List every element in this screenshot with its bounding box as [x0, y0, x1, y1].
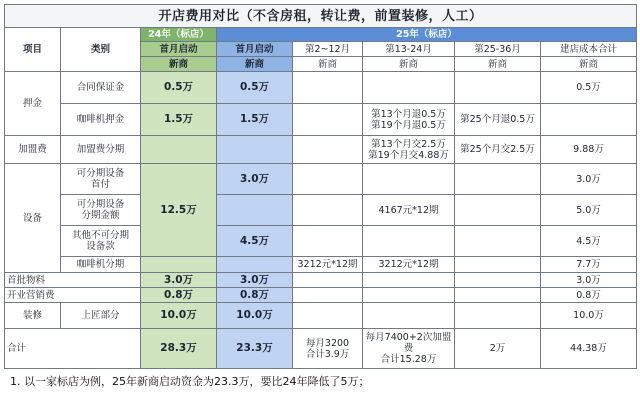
franchise-m13-24 — [363, 136, 455, 164]
header-new-25: 新商 — [217, 57, 293, 72]
header-new-24: 新商 — [141, 57, 217, 72]
first-batch-m25-36 — [455, 273, 541, 288]
item-opening-marketing: 开业营销费 — [5, 288, 141, 303]
header-row-1 — [5, 28, 637, 42]
row-equipment-installment — [5, 195, 637, 226]
deposit-coffee-y24: 1.5万 — [141, 104, 217, 136]
row-equipment-nonsplit — [5, 226, 637, 257]
sum-y25: 23.3万 — [217, 329, 293, 369]
row-equipment-coffee — [5, 257, 637, 273]
item-renovation: 装修 — [5, 303, 61, 329]
renovation-m2-12 — [293, 303, 363, 329]
renovation-m25-36 — [455, 303, 541, 329]
opening-m25-36 — [455, 288, 541, 303]
deposit-contract-m13-24 — [363, 72, 455, 104]
deposit-coffee-y25: 1.5万 — [217, 104, 293, 136]
equipment-y24: 12.5万 — [141, 164, 217, 257]
first-batch-y24: 3.0万 — [141, 273, 217, 288]
deposit-contract-total: 0.5万 — [541, 72, 637, 104]
equipment-nonsplit-m13-24 — [363, 226, 455, 257]
equipment-nonsplit-y25: 4.5万 — [217, 226, 293, 257]
coffee-installment-total: 7.7万 — [541, 257, 637, 273]
coffee-installment-y24 — [141, 257, 217, 273]
label-coffee-deposit: 咖啡机押金 — [61, 104, 141, 136]
label-equipment-installment-b: 分期金额 — [81, 210, 120, 221]
franchise-y24 — [141, 136, 217, 164]
sum-total: 44.38万 — [541, 329, 637, 369]
deposit-coffee-m25-36: 第25个月退0.5万 — [455, 104, 541, 136]
opening-total: 0.8万 — [541, 288, 637, 303]
equipment-nonsplit-m2-12 — [293, 226, 363, 257]
equipment-down-total: 3.0万 — [541, 164, 637, 195]
item-franchise: 加盟费 — [5, 136, 61, 164]
footnote: 1. 以一家标店为例，25年新商启动资金为23.3万，要比24年降低了5万； — [10, 375, 370, 388]
first-batch-y25: 3.0万 — [217, 273, 293, 288]
sum-m2-12-monthly: 每月3200 — [305, 337, 350, 349]
sum-m2-12-total: 合计3.9万 — [305, 348, 350, 360]
row-equipment-down — [5, 164, 637, 195]
franchise-total: 9.88万 — [541, 136, 637, 164]
row-sum — [5, 329, 637, 369]
header-item: 项目 — [5, 28, 61, 72]
label-equipment-nonsplit — [61, 226, 141, 257]
equipment-down-y25: 3.0万 — [217, 164, 293, 195]
equipment-down-m13-24 — [363, 164, 455, 195]
header-m13-24: 第13-24月 — [363, 42, 455, 57]
sum-m25-36: 2万 — [455, 329, 541, 369]
row-deposit-contract — [5, 72, 637, 104]
page-title: 开店费用对比（不含房租，转让费，前置装修，人工） — [5, 5, 637, 28]
renovation-m13-24 — [363, 303, 455, 329]
sum-m13-24 — [363, 329, 455, 369]
cost-comparison-sheet — [4, 4, 636, 389]
sum-m13-24-monthly: 每月7400+2次加盟费 — [365, 332, 452, 354]
deposit-contract-y24: 0.5万 — [141, 72, 217, 104]
header-m25-36: 第25-36月 — [455, 42, 541, 57]
deposit-coffee-m2-12 — [293, 104, 363, 136]
first-batch-m13-24 — [363, 273, 455, 288]
deposit-coffee-refund-13: 第13个月退0.5万 — [371, 108, 446, 120]
coffee-installment-m2-12: 3212元*12期 — [293, 257, 363, 273]
label-coffee-installment: 咖啡机分期 — [61, 257, 141, 273]
first-batch-total: 3.0万 — [541, 273, 637, 288]
renovation-y25: 10.0万 — [217, 303, 293, 329]
equipment-down-m2-12 — [293, 164, 363, 195]
row-opening-marketing — [5, 288, 637, 303]
row-deposit-coffee — [5, 104, 637, 136]
header-year24: 24年（标店） — [141, 28, 217, 42]
coffee-installment-m13-24: 3212元*12期 — [363, 257, 455, 273]
equipment-nonsplit-m25-36 — [455, 226, 541, 257]
header-first-month-24: 首月启动 — [141, 42, 217, 57]
label-franchise-installment: 加盟费分期 — [61, 136, 141, 164]
label-equipment-down — [61, 164, 141, 195]
opening-m2-12 — [293, 288, 363, 303]
label-equipment-nonsplit-a: 其他不可分期 — [71, 230, 129, 241]
row-franchise — [5, 136, 637, 164]
label-equipment-installment — [61, 195, 141, 226]
label-equipment-down-b: 首付 — [90, 179, 110, 190]
deposit-contract-m25-36 — [455, 72, 541, 104]
header-new-total: 新商 — [541, 57, 637, 72]
equipment-nonsplit-total: 4.5万 — [541, 226, 637, 257]
equipment-installment-m25-36 — [455, 195, 541, 226]
deposit-coffee-refund-19: 第19个月退0.5万 — [371, 119, 446, 131]
opening-y25: 0.8万 — [217, 288, 293, 303]
franchise-m25-36: 第25个月交2.5万 — [455, 136, 541, 164]
equipment-down-m25-36 — [455, 164, 541, 195]
item-deposit: 押金 — [5, 72, 61, 136]
first-batch-m2-12 — [293, 273, 363, 288]
equipment-installment-total: 5.0万 — [541, 195, 637, 226]
item-equipment: 设备 — [5, 164, 61, 273]
header-new-m2-12: 新商 — [293, 57, 363, 72]
equipment-installment-m13-24: 4167元*12期 — [363, 195, 455, 226]
label-equipment-down-a: 可分期设备 — [76, 168, 125, 179]
cost-table — [4, 4, 637, 369]
deposit-contract-y25: 0.5万 — [217, 72, 293, 104]
header-first-month-25: 首月启动 — [217, 42, 293, 57]
item-sum: 合计 — [5, 329, 141, 369]
sum-m13-24-total: 合计15.28万 — [380, 354, 437, 365]
header-year25: 25年（标店） — [217, 28, 637, 42]
header-new-m25-36: 新商 — [455, 57, 541, 72]
header-total: 建店成本合计 — [541, 42, 637, 57]
header-category: 类别 — [61, 28, 141, 72]
deposit-contract-m2-12 — [293, 72, 363, 104]
label-equipment-nonsplit-b: 设备款 — [86, 241, 115, 252]
franchise-pay-19: 第19个月交4.88万 — [368, 149, 449, 161]
label-equipment-installment-a: 可分期设备 — [76, 199, 125, 210]
title-row — [5, 5, 637, 28]
header-new-m13-24: 新商 — [363, 57, 455, 72]
franchise-pay-13: 第13个月交2.5万 — [371, 138, 446, 150]
label-contract-deposit: 合同保证金 — [61, 72, 141, 104]
item-first-batch: 首批物料 — [5, 273, 141, 288]
renovation-total: 10.0万 — [541, 303, 637, 329]
header-m2-12: 第2~12月 — [293, 42, 363, 57]
equipment-installment-y25 — [217, 195, 293, 226]
sum-m2-12 — [293, 329, 363, 369]
coffee-installment-m25-36 — [455, 257, 541, 273]
franchise-m2-12 — [293, 136, 363, 164]
opening-m13-24 — [363, 288, 455, 303]
sum-y24: 28.3万 — [141, 329, 217, 369]
renovation-y24: 10.0万 — [141, 303, 217, 329]
equipment-installment-m2-12 — [293, 195, 363, 226]
deposit-coffee-m13-24 — [363, 104, 455, 136]
deposit-coffee-total — [541, 104, 637, 136]
coffee-installment-y25 — [217, 257, 293, 273]
opening-y24: 0.8万 — [141, 288, 217, 303]
franchise-y25 — [217, 136, 293, 164]
row-first-batch — [5, 273, 637, 288]
label-renovation: 上匠部分 — [61, 303, 141, 329]
row-renovation — [5, 303, 637, 329]
